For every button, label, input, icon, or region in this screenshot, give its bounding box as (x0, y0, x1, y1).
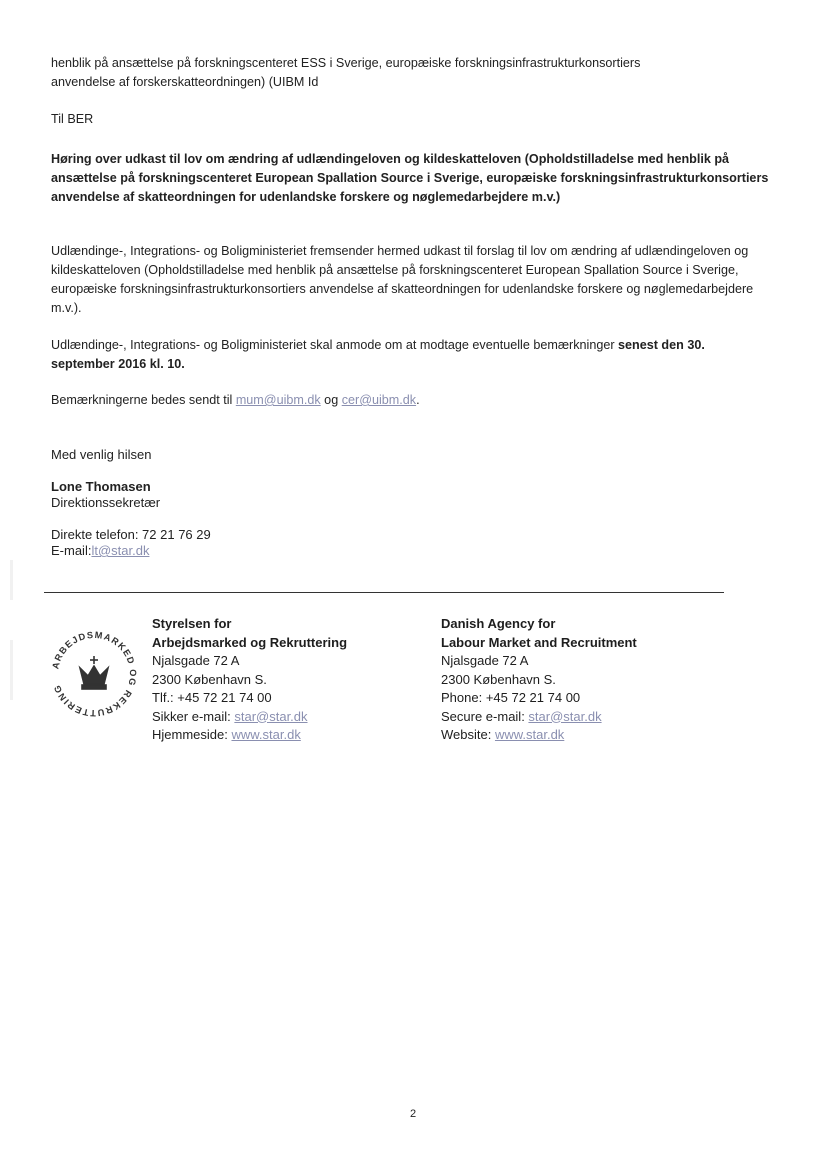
secure-email-en (441, 708, 637, 727)
direct-phone: Direkte telefon: 72 21 76 29 (51, 527, 211, 542)
agency-name-en-line1: Danish Agency for (441, 616, 556, 631)
footer-divider (44, 592, 724, 593)
closing: Med venlig hilsen (51, 447, 152, 462)
paragraph-3 (51, 391, 781, 410)
signatory-email-link[interactable]: lt@star.dk (91, 543, 150, 558)
recipient: Til BER (51, 112, 94, 126)
subject-heading: Høring over udkast til lov om ændring af udlændingeloven og kildeskatteloven (Opholdstilladelse med henblik på ansættelse på forskningscenteret European Spallation Source i Sverige, europæiske forskningsinfrastrukturkonsortiers anvendelse af skatteordningen for udenlandske forskere og nøglemedarbejdere m.v.) (51, 152, 769, 204)
scan-margin-mark (10, 640, 13, 700)
secure-email-da-label: Sikker e-mail: (152, 708, 235, 724)
signatory-title: Direktionssekretær (51, 495, 161, 510)
paragraph-3-suffix: . (416, 393, 420, 407)
crown-seal-icon (50, 622, 138, 728)
scan-margin-mark (10, 560, 13, 600)
secure-email-en-label: Secure e-mail: (441, 708, 529, 724)
signatory-name: Lone Thomasen (51, 479, 151, 494)
paragraph-1: Udlændinge-, Integrations- og Boligministeriet fremsender hermed udkast til forslag til lov om ændring af udlændingeloven og kildeskatteloven (Opholdstilladelse med henblik på ansættelse på forskningscenteret European Spallation Source i Sverige, europæiske forskningsinfrastrukturkonsortiers anvendelse af skatteordningen for udenlandske forskere og nøglemedarbejdere m.v.). (51, 244, 754, 315)
website-da-label: Hjemmeside: (152, 727, 232, 742)
paragraph-3-conjunction: og (320, 393, 342, 407)
website-en-label: Website: (441, 727, 495, 742)
email-link-cer[interactable]: cer@uibm.dk (341, 393, 417, 407)
secure-email-da-link[interactable]: star@star.dk (234, 708, 308, 724)
email-label: E-mail: (51, 543, 92, 558)
phone-da: Tlf.: +45 72 21 74 00 (152, 690, 272, 705)
footer-english-address (441, 615, 637, 745)
city-en: 2300 København S. (441, 671, 556, 687)
website-en (441, 726, 637, 745)
email-link-mum[interactable]: mum@uibm.dk (235, 393, 321, 407)
signatory-email (51, 543, 149, 559)
website-da-link[interactable]: www.star.dk (231, 727, 301, 742)
street-da: Njalsgade 72 A (152, 653, 240, 668)
secure-email-en-link[interactable]: star@star.dk (528, 708, 602, 724)
website-en-link[interactable]: www.star.dk (494, 727, 565, 742)
street-en: Njalsgade 72 A (441, 653, 529, 668)
secure-email-da (152, 708, 347, 727)
website-da (152, 726, 347, 745)
phone-en: Phone: +45 72 21 74 00 (441, 690, 581, 705)
page-number: 2 (409, 1108, 417, 1120)
header-line-1: henblik på ansættelse på forskningscenteret ESS i Sverige, europæiske forskningsinfrastrukturkonsortiers (51, 56, 641, 70)
agency-seal-logo (50, 622, 138, 728)
agency-name-da-line1: Styrelsen for (152, 616, 232, 631)
paragraph-2-text: Udlændinge-, Integrations- og Boligministeriet skal anmode om at modtage eventuelle bemærkninger (51, 338, 619, 352)
paragraph-2 (51, 336, 771, 374)
footer-danish-address (152, 615, 347, 745)
subject-continuation (51, 54, 781, 92)
seal-text: ARBEJDSMARKED OG REKRUTTERING (50, 629, 138, 719)
paragraph-3-prefix: Bemærkningerne bedes sendt til (51, 393, 236, 407)
deadline: senest den 30. september 2016 kl. 10. (51, 338, 705, 371)
header-line-2: anvendelse af forskerskatteordningen) (UIBM Id (51, 75, 319, 89)
city-da: 2300 København S. (152, 671, 267, 687)
agency-name-da-line2: Arbejdsmarked og Rekruttering (152, 634, 348, 650)
agency-name-en-line2: Labour Market and Recruitment (441, 634, 637, 650)
